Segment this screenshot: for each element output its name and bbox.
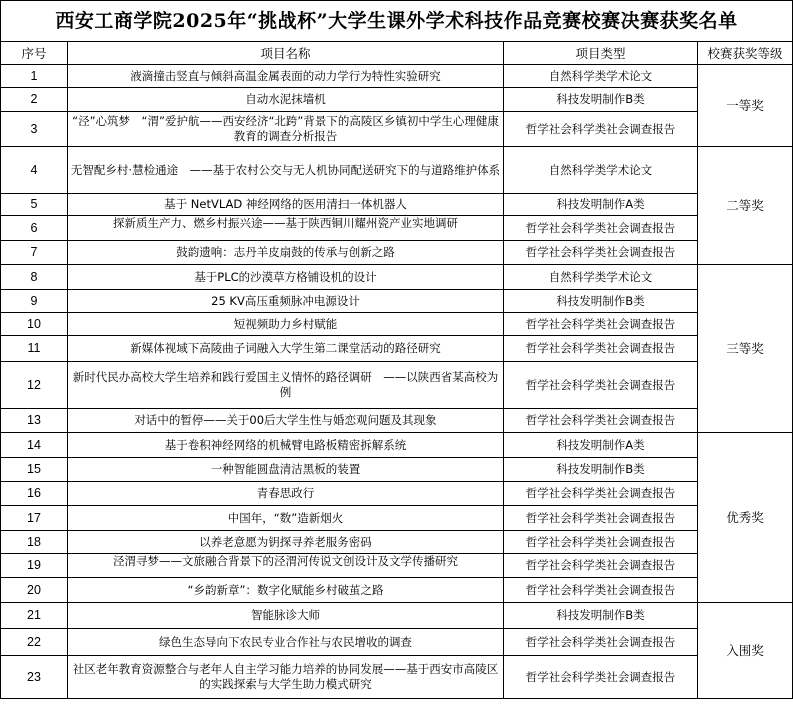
project-name: 青春思政行	[68, 482, 504, 506]
project-type: 科技发明制作B类	[504, 458, 698, 482]
row-number: 2	[1, 88, 68, 112]
project-name: 基于PLC的沙漠草方格铺设机的设计	[68, 265, 504, 290]
header-award: 校赛获奖等级	[698, 42, 793, 65]
table-row	[1, 241, 793, 265]
award-level: 优秀奖	[698, 433, 793, 603]
project-name: 对话中的暂停——关于00后大学生性与婚恋观问题及其现象	[68, 409, 504, 433]
project-name: 25 KV高压重频脉冲电源设计	[68, 290, 504, 313]
row-number: 20	[1, 578, 68, 603]
table-row	[1, 362, 793, 409]
project-type: 哲学社会科学类社会调查报告	[504, 336, 698, 362]
row-number: 10	[1, 313, 68, 336]
row-number: 14	[1, 433, 68, 458]
project-name-text: 探新质生产力、燃乡村振兴途——基于陕西铜川耀州瓷产业实地调研	[113, 217, 458, 230]
header-row	[1, 42, 793, 65]
project-type: 哲学社会科学类社会调查报告	[504, 362, 698, 409]
project-type: 哲学社会科学类社会调查报告	[504, 578, 698, 603]
project-type: 自然科学类学术论文	[504, 65, 698, 88]
table-row	[1, 409, 793, 433]
row-number: 3	[1, 112, 68, 147]
project-type: 哲学社会科学类社会调查报告	[504, 506, 698, 531]
project-type: 哲学社会科学类社会调查报告	[504, 409, 698, 433]
table-row	[1, 531, 793, 554]
row-number: 8	[1, 265, 68, 290]
row-number: 11	[1, 336, 68, 362]
row-number: 19	[1, 554, 68, 578]
page-title: 西安工商学院2025年“挑战杯”大学生课外学术科技作品竞赛校赛决赛获奖名单	[1, 1, 793, 42]
row-number: 1	[1, 65, 68, 88]
header-index: 序号	[1, 42, 68, 65]
project-type: 哲学社会科学类社会调查报告	[504, 656, 698, 699]
row-number: 7	[1, 241, 68, 265]
project-type: 哲学社会科学类社会调查报告	[504, 241, 698, 265]
project-type: 自然科学类学术论文	[504, 265, 698, 290]
row-number: 22	[1, 629, 68, 656]
table-row	[1, 313, 793, 336]
table-row	[1, 147, 793, 194]
project-name: “泾”心筑梦 “渭”爱护航——西安经济“北跨”背景下的高陵区乡镇初中学生心理健康教育的调查分析报告	[68, 112, 504, 147]
award-level: 二等奖	[698, 147, 793, 265]
row-number: 18	[1, 531, 68, 554]
project-type: 哲学社会科学类社会调查报告	[504, 216, 698, 241]
project-type: 科技发明制作B类	[504, 88, 698, 112]
project-name: 新时代民办高校大学生培养和践行爱国主义情怀的路径调研 ——以陕西省某高校为例	[68, 362, 504, 409]
row-number: 13	[1, 409, 68, 433]
project-name: “乡韵新章”：数字化赋能乡村破茧之路	[68, 578, 504, 603]
project-name: 自动水泥抹墙机	[68, 88, 504, 112]
table-row	[1, 603, 793, 629]
row-number: 6	[1, 216, 68, 241]
award-level: 入围奖	[698, 603, 793, 699]
project-type: 科技发明制作B类	[504, 603, 698, 629]
table-row	[1, 506, 793, 531]
project-name: 社区老年教育资源整合与老年人自主学习能力培养的协同发展——基于西安市高陵区的实践探索与大学生助力模式研究	[68, 656, 504, 699]
row-number: 17	[1, 506, 68, 531]
project-name: 基于 NetVLAD 神经网络的医用清扫一体机器人	[68, 194, 504, 216]
project-name: 智能脉诊大师	[68, 603, 504, 629]
header-type: 项目类型	[504, 42, 698, 65]
table-row	[1, 656, 793, 699]
table-row	[1, 458, 793, 482]
project-name	[68, 216, 504, 241]
project-type: 科技发明制作B类	[504, 290, 698, 313]
row-number: 12	[1, 362, 68, 409]
project-name	[68, 554, 504, 578]
project-type: 科技发明制作A类	[504, 433, 698, 458]
project-name: 中国年，“数”造新烟火	[68, 506, 504, 531]
project-name: 无智配乡村·慧检通途 ——基于农村公交与无人机协同配送研究下的与道路维护体系	[68, 147, 504, 194]
project-name: 液滴撞击竖直与倾斜高温金属表面的动力学行为特性实验研究	[68, 65, 504, 88]
project-type: 哲学社会科学类社会调查报告	[504, 482, 698, 506]
row-number: 16	[1, 482, 68, 506]
project-type: 哲学社会科学类社会调查报告	[504, 531, 698, 554]
table-row	[1, 290, 793, 313]
project-type: 哲学社会科学类社会调查报告	[504, 629, 698, 656]
table-row	[1, 482, 793, 506]
table-row	[1, 265, 793, 290]
award-level: 一等奖	[698, 65, 793, 147]
header-name: 项目名称	[68, 42, 504, 65]
row-number: 23	[1, 656, 68, 699]
project-type: 科技发明制作A类	[504, 194, 698, 216]
project-type: 哲学社会科学类社会调查报告	[504, 112, 698, 147]
table-row	[1, 433, 793, 458]
table-row	[1, 578, 793, 603]
table-row	[1, 88, 793, 112]
table-row	[1, 194, 793, 216]
project-name-text: 泾渭寻梦——文旅融合背景下的泾渭河传说文创设计及文学传播研究	[113, 554, 458, 568]
table-row	[1, 65, 793, 88]
table-row	[1, 336, 793, 362]
table-row	[1, 112, 793, 147]
project-type: 自然科学类学术论文	[504, 147, 698, 194]
project-type: 哲学社会科学类社会调查报告	[504, 313, 698, 336]
award-level: 三等奖	[698, 265, 793, 433]
table-row	[1, 216, 793, 241]
project-type: 哲学社会科学类社会调查报告	[504, 554, 698, 578]
row-number: 9	[1, 290, 68, 313]
table-row	[1, 629, 793, 656]
project-name: 新媒体视域下高陵曲子词融入大学生第二课堂活动的路径研究	[68, 336, 504, 362]
project-name: 以养老意愿为钥探寻养老服务密码	[68, 531, 504, 554]
row-number: 15	[1, 458, 68, 482]
row-number: 5	[1, 194, 68, 216]
project-name: 短视频助力乡村赋能	[68, 313, 504, 336]
project-name: 一种智能圆盘清洁黑板的装置	[68, 458, 504, 482]
project-name: 绿色生态导向下农民专业合作社与农民增收的调查	[68, 629, 504, 656]
project-name: 基于卷积神经网络的机械臂电路板精密拆解系统	[68, 433, 504, 458]
row-number: 21	[1, 603, 68, 629]
row-number: 4	[1, 147, 68, 194]
table-row	[1, 554, 793, 578]
project-name: 鼓韵遗响：志丹羊皮扇鼓的传承与创新之路	[68, 241, 504, 265]
